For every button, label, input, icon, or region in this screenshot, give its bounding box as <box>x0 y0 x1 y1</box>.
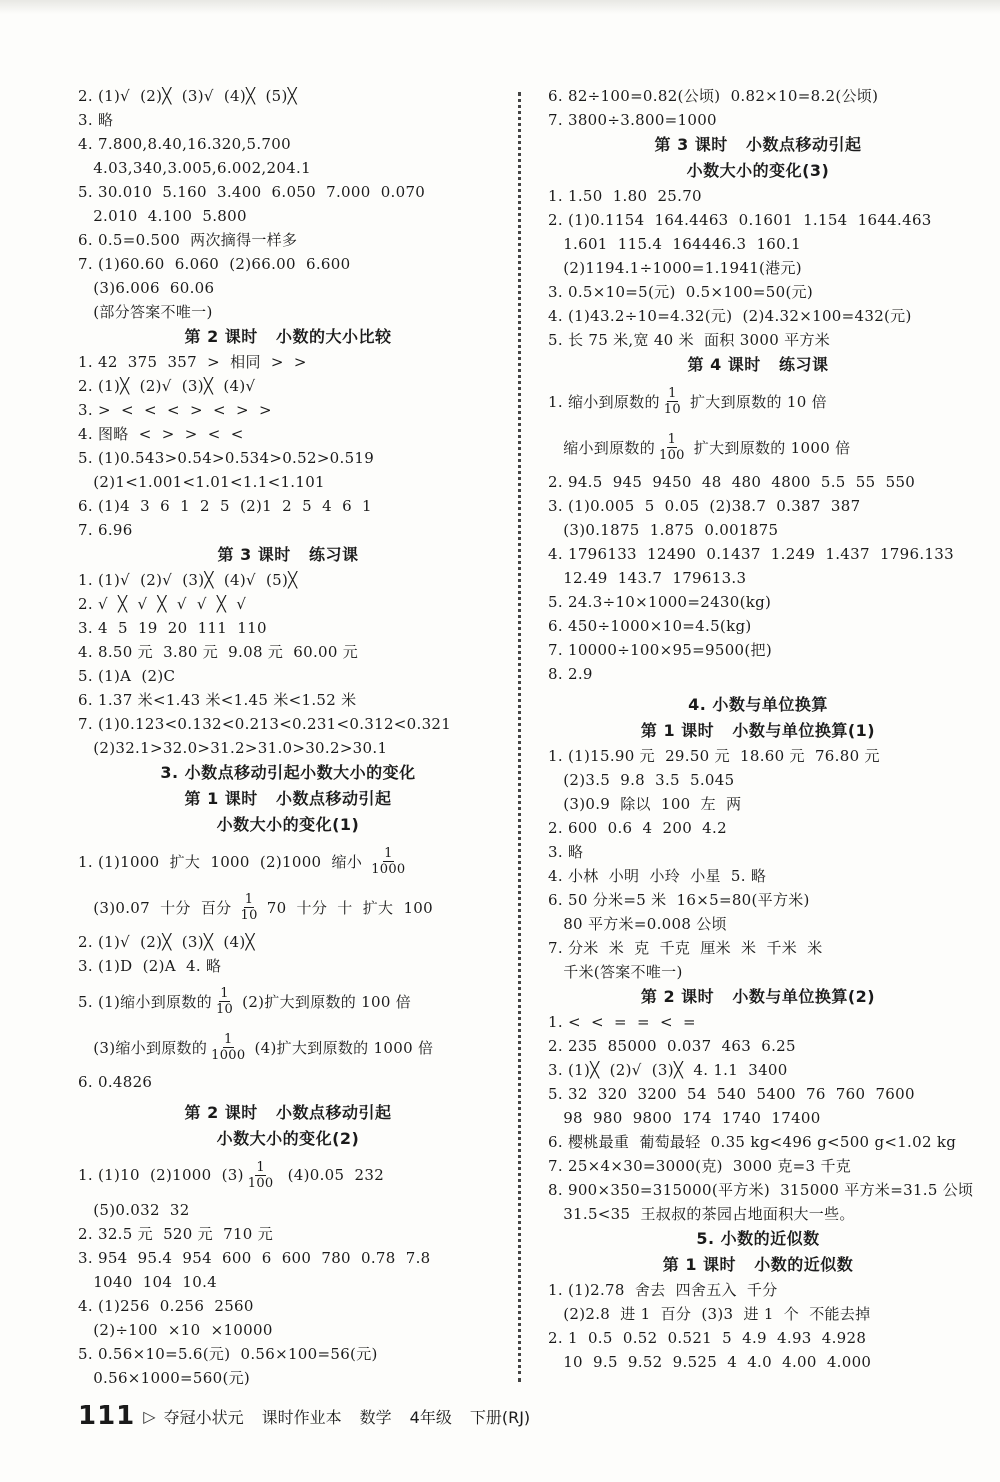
page-footer <box>78 1398 548 1434</box>
answer-line: (5)0.032 32 <box>78 1201 190 1219</box>
answer-line: (2)1<1.001<1.01<1.1<1.101 <box>78 473 325 491</box>
answer-line: 98 980 9800 174 1740 17400 <box>548 1109 821 1127</box>
fraction-numerator: 1 <box>224 1031 233 1047</box>
fraction-numerator: 1 <box>668 385 677 401</box>
fraction <box>215 986 234 1017</box>
section-heading: 第 2 课时 小数与单位换算(2) <box>640 987 876 1006</box>
answer-line: 10 9.5 9.52 9.525 4 4.0 4.00 4.000 <box>548 1353 872 1371</box>
answer-line: 6. 82÷100=0.82(公顷) 0.82×10=8.2(公顷) <box>548 87 879 105</box>
answer-text: (4)0.05 232 <box>277 1166 385 1184</box>
answer-text: (3)缩小到原数的 <box>78 1038 208 1057</box>
answer-text: 1. (1)10 (2)1000 (3) <box>78 1166 244 1184</box>
top-edge <box>0 0 1000 14</box>
answer-line: 4. (1)256 0.256 2560 <box>78 1297 254 1315</box>
answer-line: 5. 32 320 3200 54 540 5400 76 760 7600 <box>548 1085 915 1103</box>
answer-line: (2)3.5 9.8 3.5 5.045 <box>548 771 735 789</box>
answer-line: (2)÷100 ×10 ×10000 <box>78 1321 273 1339</box>
section-heading: 第 3 课时 小数点移动引起 <box>654 135 862 154</box>
answer-line: 5. 24.3÷10×1000=2430(kg) <box>548 593 772 611</box>
answer-line: 1.601 115.4 164446.3 160.1 <box>548 235 801 253</box>
answer-line: 3. 略 <box>78 111 114 129</box>
fraction-numerator: 1 <box>667 431 677 447</box>
answer-line: 2. (1)√ (2)╳ (3)╳ (4)╳ <box>78 933 255 951</box>
answer-line: 12.49 143.7 179613.3 <box>548 569 747 587</box>
fraction <box>663 386 682 417</box>
answer-line: 2. (1)0.1154 164.4463 0.1601 1.154 1644.463 <box>548 211 932 229</box>
answer-line: 3. 略 <box>548 843 584 861</box>
answer-line: 3. (1)╳ (2)√ (3)╳ 4. 1.1 3400 <box>548 1061 788 1079</box>
volume-label: 下册(RJ) <box>469 1407 531 1427</box>
fraction-denominator: 1000 <box>211 1047 246 1063</box>
answer-text: 扩大到原数的 10 倍 <box>684 392 827 411</box>
answer-line: 31.5<35 王叔叔的茶园占地面积大一些。 <box>548 1205 855 1223</box>
answer-line: 6. 50 分米=5 米 16×5=80(平方米) <box>548 891 810 909</box>
answer-line: 1. 42 375 357 > 相同 > > <box>78 353 307 371</box>
answer-line: 千米(答案不唯一) <box>548 963 683 981</box>
fraction-denominator: 1000 <box>371 861 406 877</box>
column-divider <box>518 92 521 1382</box>
answer-text: (4)扩大到原数的 1000 倍 <box>249 1038 434 1057</box>
answer-line <box>548 378 968 424</box>
answer-text: (2)扩大到原数的 100 倍 <box>237 992 412 1011</box>
answer-line: 5. 长 75 米,宽 40 米 面积 3000 平方米 <box>548 331 831 349</box>
answer-line: 1. 1.50 1.80 25.70 <box>548 187 702 205</box>
answer-line: 2. 32.5 元 520 元 710 元 <box>78 1225 274 1243</box>
answer-line <box>78 1024 498 1070</box>
answer-line: 2. 600 0.6 4 200 4.2 <box>548 819 727 837</box>
answer-line: 3. 0.5×10=5(元) 0.5×100=50(元) <box>548 283 814 301</box>
fraction <box>240 892 259 923</box>
answer-line: 7. 10000÷100×95=9500(把) <box>548 641 772 659</box>
answer-line: (2)32.1>32.0>31.2>31.0>30.2>30.1 <box>78 739 388 757</box>
section-heading: 4. 小数与单位换算 <box>688 695 828 714</box>
answer-line: 2. √ ╳ √ ╳ √ √ ╳ √ <box>78 595 247 613</box>
arrow-icon: ▷ <box>143 1406 156 1426</box>
answer-line: 3. 4 5 19 20 111 110 <box>78 619 267 637</box>
fraction-numerator: 1 <box>244 891 254 907</box>
section-heading: 小数大小的变化(2) <box>216 1129 360 1148</box>
answer-line: 5. 30.010 5.160 3.400 6.050 7.000 0.070 <box>78 183 426 201</box>
section-heading: 第 2 课时 小数点移动引起 <box>184 1103 392 1122</box>
answer-line: (2)2.8 进 1 百分 (3)3 进 1 个 不能去掉 <box>548 1305 871 1323</box>
fraction-denominator: 100 <box>659 447 685 463</box>
answer-line <box>78 978 498 1024</box>
answer-line: 5. (1)0.543>0.54>0.534>0.52>0.519 <box>78 449 375 467</box>
answer-line: 2. 94.5 945 9450 48 480 4800 5.5 55 550 <box>548 473 916 491</box>
answer-text: (3)0.07 十分 百分 <box>78 898 237 917</box>
answer-line: 4. 8.50 元 3.80 元 9.08 元 60.00 元 <box>78 643 359 661</box>
fraction-denominator: 10 <box>215 1001 234 1017</box>
answer-line: 7. (1)0.123<0.132<0.213<0.231<0.312<0.321 <box>78 715 452 733</box>
fraction-numerator: 1 <box>384 845 393 861</box>
subject-label: 数学 <box>359 1407 392 1427</box>
answer-line: 7. 分米 米 克 千克 厘米 米 千米 米 <box>548 939 823 957</box>
grade-label: 4年级 <box>409 1407 452 1427</box>
answer-line: 1. (1)2.78 舍去 四舍五入 千分 <box>548 1281 778 1299</box>
section-heading: 第 1 课时 小数与单位换算(1) <box>640 721 876 740</box>
answer-line: 7. 6.96 <box>78 521 133 539</box>
answer-line: 1. (1)√ (2)√ (3)╳ (4)√ (5)╳ <box>78 571 298 589</box>
book-title: 课时作业本 <box>261 1407 342 1427</box>
answer-line: 3. (1)0.005 5 0.05 (2)38.7 0.387 387 <box>548 497 861 515</box>
answer-text: 扩大到原数的 1000 倍 <box>688 438 851 457</box>
answer-line: (3)0.9 除以 100 左 两 <box>548 795 742 813</box>
answer-line: 6. 1.37 米<1.43 米<1.45 米<1.52 米 <box>78 691 357 709</box>
answer-text: 1. (1)1000 扩大 1000 (2)1000 缩小 <box>78 852 368 871</box>
right-column <box>548 84 974 1374</box>
answer-line: 2.010 4.100 5.800 <box>78 207 247 225</box>
fraction-numerator: 1 <box>256 1159 265 1175</box>
answer-line <box>78 1152 498 1198</box>
answer-line: 5. 0.56×10=5.6(元) 0.56×100=56(元) <box>78 1345 378 1363</box>
section-heading: 5. 小数的近似数 <box>696 1229 820 1248</box>
answer-line: 4. 图略 < > > < < <box>78 425 244 443</box>
answer-line: 8. 900×350=315000(平方米) 315000 平方米=31.5 公顷 <box>548 1181 974 1199</box>
section-heading: 小数大小的变化(3) <box>686 161 830 180</box>
answer-line: 7. (1)60.60 6.060 (2)66.00 6.600 <box>78 255 351 273</box>
answer-line: (3)0.1875 1.875 0.001875 <box>548 521 779 539</box>
section-heading: 第 1 课时 小数的近似数 <box>662 1255 854 1274</box>
answer-line: 1. (1)15.90 元 29.50 元 18.60 元 76.80 元 <box>548 747 880 765</box>
answer-line: 6. 0.5=0.500 两次摘得一样多 <box>78 231 298 249</box>
answer-line: 6. 樱桃最重 葡萄最轻 0.35 kg<496 g<500 g<1.02 kg <box>548 1133 957 1151</box>
answer-line: 5. (1)A (2)C <box>78 667 176 685</box>
answer-line: 2. 1 0.5 0.52 0.521 5 4.9 4.93 4.928 <box>548 1329 867 1347</box>
answer-line: 3. > < < < > < > > <box>78 401 272 419</box>
answer-line: 4. 7.800,8.40,16.320,5.700 <box>78 135 291 153</box>
answer-line: 1. < < = = < = <box>548 1013 696 1031</box>
answer-line: 6. (1)4 3 6 1 2 5 (2)1 2 5 4 6 1 <box>78 497 372 515</box>
page-number: 111 <box>78 1401 136 1431</box>
answer-line: 2. (1)√ (2)╳ (3)√ (4)╳ (5)╳ <box>78 87 297 105</box>
answer-line: 6. 0.4826 <box>78 1073 153 1091</box>
answer-line <box>78 838 498 884</box>
series-title: 夺冠小状元 <box>163 1407 244 1427</box>
fraction-denominator: 100 <box>247 1175 274 1191</box>
fraction <box>247 1160 275 1191</box>
fraction <box>658 432 686 463</box>
left-column <box>78 84 498 1390</box>
answer-line: (2)1194.1÷1000=1.1941(港元) <box>548 259 802 277</box>
answer-line: 4.03,340,3.005,6.002,204.1 <box>78 159 311 177</box>
answer-text: 1. 缩小到原数的 <box>548 392 660 411</box>
section-heading: 第 2 课时 小数的大小比较 <box>184 327 392 346</box>
answer-text: 70 十分 十 扩大 100 <box>261 898 433 917</box>
answer-line: 0.56×1000=560(元) <box>78 1369 251 1387</box>
answer-line: 1040 104 10.4 <box>78 1273 217 1291</box>
answer-line: 2. (1)╳ (2)√ (3)╳ (4)√ <box>78 377 256 395</box>
section-heading: 第 3 课时 练习课 <box>217 545 359 564</box>
section-heading: 第 4 课时 练习课 <box>687 355 829 374</box>
answer-line: 80 平方米=0.008 公顷 <box>548 915 727 933</box>
fraction-denominator: 10 <box>240 907 258 923</box>
answer-text: 缩小到原数的 <box>548 438 656 457</box>
answer-line: 6. 450÷1000×10=4.5(kg) <box>548 617 752 635</box>
section-heading: 第 1 课时 小数点移动引起 <box>184 789 392 808</box>
section-heading: 3. 小数点移动引起小数大小的变化 <box>160 763 416 782</box>
answer-line: 8. 2.9 <box>548 665 593 683</box>
answer-line: (部分答案不唯一) <box>78 303 213 321</box>
fraction <box>210 1032 246 1063</box>
fraction-denominator: 10 <box>663 401 681 417</box>
answer-line: 3. 954 95.4 954 600 6 600 780 0.78 7.8 <box>78 1249 431 1267</box>
answer-text: 5. (1)缩小到原数的 <box>78 992 212 1011</box>
answer-line: (3)6.006 60.06 <box>78 279 215 297</box>
answer-line <box>548 424 968 470</box>
answer-line: 4. 1796133 12490 0.1437 1.249 1.437 1796.133 <box>548 545 954 563</box>
section-heading: 小数大小的变化(1) <box>216 815 360 834</box>
answer-line: 4. (1)43.2÷10=4.32(元) (2)4.32×100=432(元) <box>548 307 912 325</box>
answer-line: 3. (1)D (2)A 4. 略 <box>78 957 222 975</box>
answer-line: 2. 235 85000 0.037 463 6.25 <box>548 1037 796 1055</box>
answer-line: 4. 小林 小明 小玲 小星 5. 略 <box>548 867 767 885</box>
answer-line: 7. 25×4×30=3000(克) 3000 克=3 千克 <box>548 1157 852 1175</box>
answer-line <box>78 884 498 930</box>
fraction-numerator: 1 <box>220 985 229 1001</box>
answer-line: 7. 3800÷3.800=1000 <box>548 111 717 129</box>
fraction <box>370 846 406 877</box>
